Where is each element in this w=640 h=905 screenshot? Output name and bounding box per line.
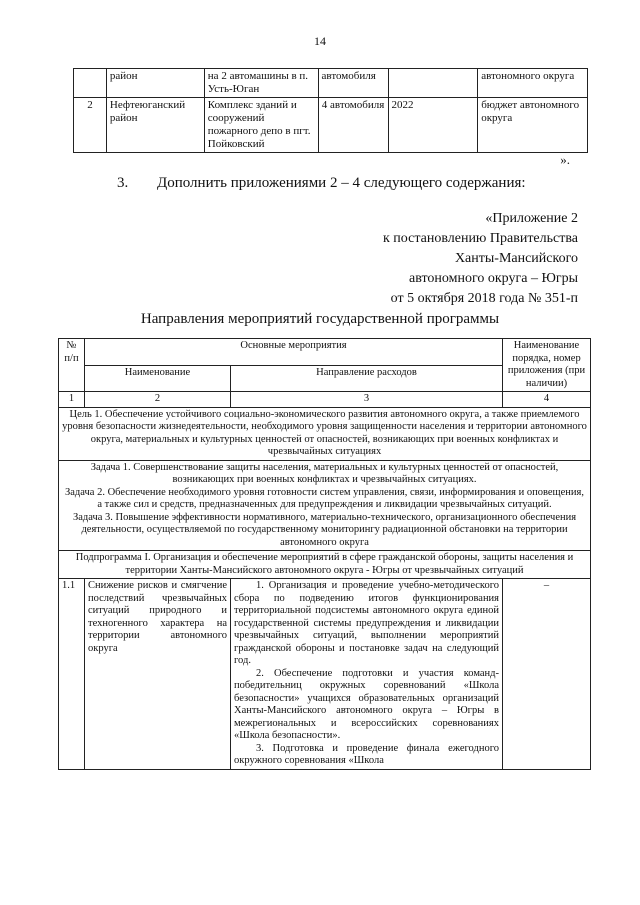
row-num: 1.1 xyxy=(59,579,85,770)
task-1: Задача 1. Совершенствование защиты населения, материальных и культурных ценностей от опасностей, возникающих при военных конфликтах и чрезвычайных ситуациях. xyxy=(90,461,559,485)
cell-capacity: 4 автомобиля xyxy=(318,98,388,153)
amendment-item-3 xyxy=(117,175,526,192)
header-num: № п/п xyxy=(59,339,85,392)
item-text: Дополнить приложениями 2 – 4 следующего содержания: xyxy=(157,175,526,191)
direction-item: 3. Подготовка и проведение финала ежегодного окружного соревнования «Школа xyxy=(234,742,500,766)
direction-item: 1. Организация и проведение учебно-методического сбора по подведению итогов функционирования территориальной подсистемы автономного округа единой государственной системы предупреждения и ликвидации чрезвычайных ситуаций, выполнении мероприятий гражданской обороны и постановке задач на следующий год. xyxy=(234,580,500,666)
cell-num xyxy=(74,69,107,98)
cell-source: автономного округа xyxy=(478,69,588,98)
tasks-cell xyxy=(59,460,591,551)
cell-district: Нефтеюганский район xyxy=(106,98,204,153)
table-title: Направления мероприятий государственной программы xyxy=(140,311,500,327)
subprogram-row xyxy=(59,551,591,579)
col-number: 1 xyxy=(59,392,85,408)
header-direction: Направление расходов xyxy=(231,365,503,392)
row-direction xyxy=(231,579,503,770)
column-numbers-row xyxy=(59,392,591,408)
item-number: 3. xyxy=(117,175,129,191)
table-row xyxy=(59,579,591,770)
annex-line: Ханты-Мансийского xyxy=(454,251,578,266)
header-name: Наименование xyxy=(85,365,231,392)
cell-year: 2022 xyxy=(388,98,478,153)
header-row xyxy=(59,339,591,366)
annex-header xyxy=(383,209,578,309)
annex-line: от 5 октября 2018 года № 351-п xyxy=(390,291,578,306)
subprogram-text: Подпрограмма I. Организация и обеспечение мероприятий в сфере гражданской обороны, защиты населения и территории Ханты-Мансийского автономного округа - Югры от чрезвычайных ситуаций xyxy=(59,551,591,579)
cell-year xyxy=(388,69,478,98)
tasks-row xyxy=(59,460,591,551)
cell-num: 2 xyxy=(74,98,107,153)
cell-object: Комплекс зданий и сооружений пожарного депо в пгт. Пойковский xyxy=(204,98,318,153)
cell-source: бюджет автономного округа xyxy=(478,98,588,153)
header-order: Наименование порядка, номер приложения (при наличии) xyxy=(503,339,591,392)
cell-capacity: автомобиля xyxy=(318,69,388,98)
task-3: Задача 3. Повышение эффективности нормативного, материально-технического, организационного обеспечения деятельности, осуществляемой по государственному мониторингу радиационной обстановки на территории автономного округа xyxy=(72,511,577,548)
goal-text: Цель 1. Обеспечение устойчивого социально-экономического развития автономного округа, а также приемлемого уровня безопасности жизнедеятельности, необходимого уровня защищенности населения и территории автономного округа, материальных и культурных ценностей от опасностей, возникающих при военных конфликтах и чрезвычайных ситуациях xyxy=(59,407,591,460)
task-2: Задача 2. Обеспечение необходимого уровня готовности систем управления, связи, информирования и оповещения, а также сил и средств, предназначенных для предупреждения и ликвидации чрезвычайных ситуаций. xyxy=(65,486,584,510)
annex-line: к постановлению Правительства xyxy=(382,231,578,246)
page-number: 14 xyxy=(314,34,326,48)
annex-line: автономного округа – Югры xyxy=(409,271,578,286)
cell-object: на 2 автомашины в п. Усть-Юган xyxy=(204,69,318,98)
row-order: – xyxy=(503,579,591,770)
table-row xyxy=(74,69,588,98)
col-number: 3 xyxy=(231,392,503,408)
cell-district: район xyxy=(106,69,204,98)
col-number: 4 xyxy=(503,392,591,408)
col-number: 2 xyxy=(85,392,231,408)
program-measures-table xyxy=(58,338,591,770)
annex-line: «Приложение 2 xyxy=(485,211,578,226)
table-row xyxy=(74,98,588,153)
header-main-measures: Основные мероприятия xyxy=(85,339,503,366)
facilities-table xyxy=(73,68,588,153)
row-name: Снижение рисков и смягчение последствий чрезвычайных ситуаций природного и техногенного характера на территории автономного округа xyxy=(85,579,231,770)
closing-quote: ». xyxy=(560,152,570,167)
direction-item: 2. Обеспечение подготовки и участия команд-победительниц окружных соревнований «Школа безопасности» учащихся образовательных организаций Ханты-Мансийского автономного округа – Югры в межрегиональных и всероссийских соревнованиях «Школа безопасности». xyxy=(234,667,500,741)
goal-row xyxy=(59,407,591,460)
